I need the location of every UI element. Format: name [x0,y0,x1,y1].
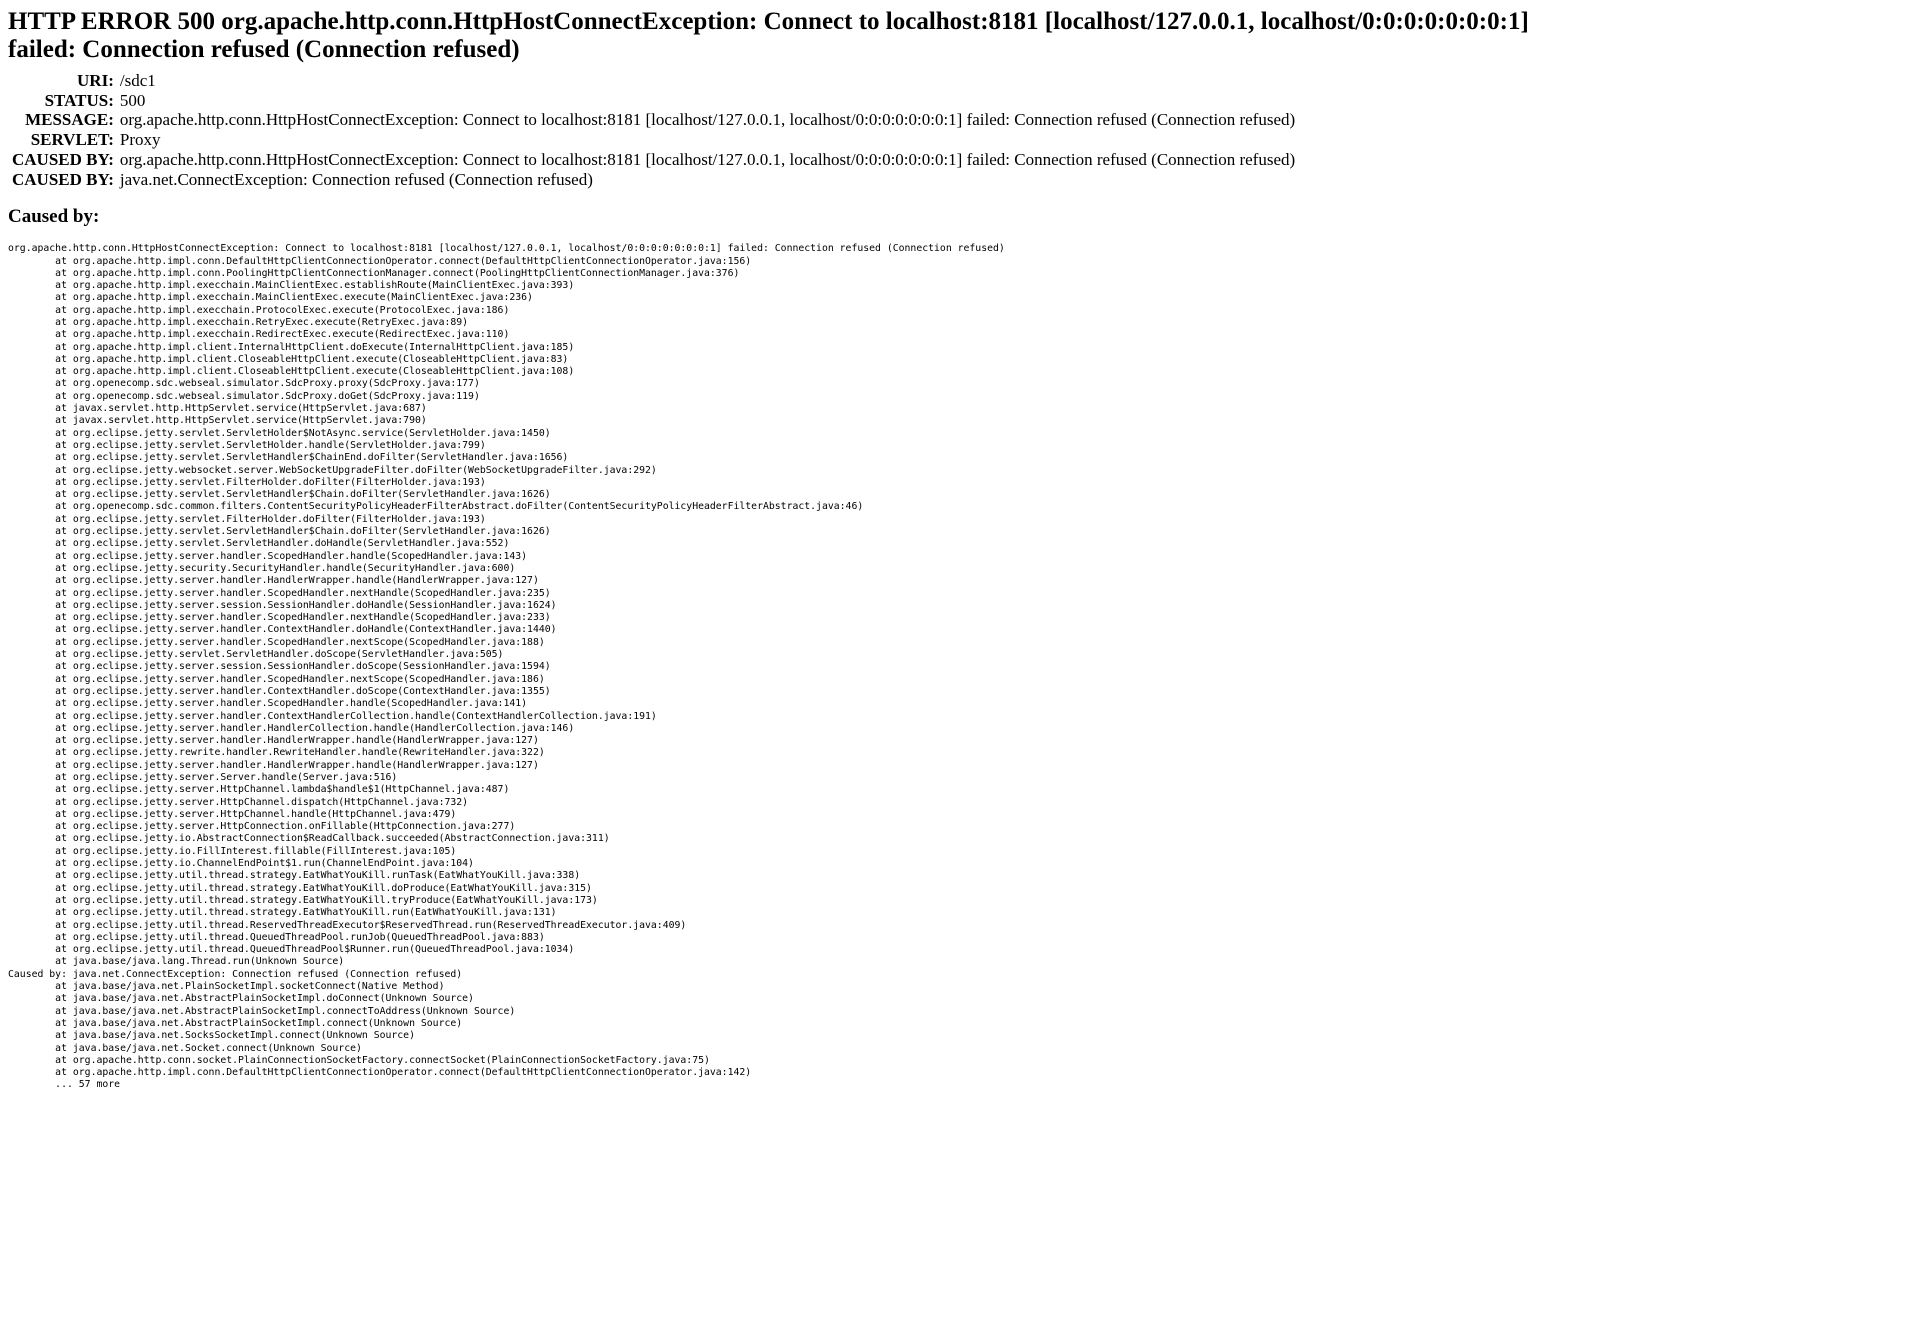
detail-value: /sdc1 [119,71,156,90]
detail-value: org.apache.http.conn.HttpHostConnectException: Connect to localhost:8181 [localhost/127.0.0.1, localhost/0:0:0:0:0:0:0:1] failed: Connection refused (Connection refused) [119,110,1296,130]
stacktrace-line: org.apache.http.conn.HttpHostConnectException: Connect to localhost:8181 [localhost/127.0.0.1, localhost/0:0:0:0:0:0:0:1] failed: Connection refused (Connection refused) [8,243,1005,255]
detail-row [10,131,1297,149]
stacktrace-line: at org.eclipse.jetty.server.handler.ScopedHandler.nextHandle(ScopedHandler.java:233) [8,612,551,624]
stacktrace-line: at org.apache.http.conn.socket.PlainConnectionSocketFactory.connectSocket(PlainConnectionSocketFactory.java:75) [8,1054,710,1066]
stacktrace-line: at org.eclipse.jetty.server.session.SessionHandler.doHandle(SessionHandler.java:1624) [8,599,557,611]
stacktrace-line: at org.eclipse.jetty.server.session.SessionHandler.doScope(SessionHandler.java:1594) [8,661,551,673]
stacktrace-line: at org.eclipse.jetty.server.handler.HandlerWrapper.handle(HandlerWrapper.java:127) [8,735,539,747]
stacktrace-line: at org.eclipse.jetty.util.thread.strategy.EatWhatYouKill.tryProduce(EatWhatYouKill.java:173) [8,894,598,906]
stacktrace-line: at org.apache.http.impl.execchain.RetryExec.execute(RetryExec.java:89) [8,317,469,328]
stacktrace-line: at java.base/java.net.AbstractPlainSocketImpl.connect(Unknown Source) [8,1017,463,1029]
detail-label: SERVLET: [30,130,114,150]
stacktrace-line: at org.eclipse.jetty.websocket.server.WebSocketUpgradeFilter.doFilter(WebSocketUpgradeFilter.java:292) [8,464,657,476]
detail-row [10,111,1297,129]
stacktrace-line: at org.eclipse.jetty.util.thread.strategy.EatWhatYouKill.doProduce(EatWhatYouKill.java:315) [8,882,592,894]
stacktrace-line: at org.eclipse.jetty.server.HttpConnection.onFillable(HttpConnection.java:277) [8,821,516,833]
detail-label: STATUS: [44,90,114,110]
detail-row [10,92,1297,110]
stacktrace-line: at org.eclipse.jetty.server.HttpChannel.dispatch(HttpChannel.java:732) [8,796,469,808]
stacktrace-line: at org.eclipse.jetty.servlet.ServletHandler$ChainEnd.doFilter(ServletHandler.java:1656) [8,452,569,464]
stacktrace-line: at org.eclipse.jetty.servlet.ServletHandler.doHandle(ServletHandler.java:552) [8,538,510,550]
stacktrace-line: at org.apache.http.impl.execchain.ProtocolExec.execute(ProtocolExec.java:186) [8,304,510,316]
stacktrace-line: at org.apache.http.impl.client.CloseableHttpClient.execute(CloseableHttpClient.java:83) [8,353,569,365]
stacktrace-line: at org.eclipse.jetty.server.handler.HandlerWrapper.handle(HandlerWrapper.java:127) [8,759,539,771]
stacktrace-line: at javax.servlet.http.HttpServlet.service(HttpServlet.java:687) [8,403,427,415]
stacktrace-line: at org.eclipse.jetty.servlet.ServletHandler.doScope(ServletHandler.java:505) [8,649,504,661]
stacktrace-line: at org.eclipse.jetty.server.handler.ContextHandler.doHandle(ContextHandler.java:1440) [8,624,557,636]
stacktrace-line: at org.eclipse.jetty.util.thread.strategy.EatWhatYouKill.runTask(EatWhatYouKill.java:338) [8,870,581,882]
stacktrace-line: at org.eclipse.jetty.server.handler.ScopedHandler.nextScope(ScopedHandler.java:188) [8,636,545,648]
stacktrace-line: at org.eclipse.jetty.util.thread.ReservedThreadExecutor$ReservedThread.run(ReservedThreadExecutor.java:409) [8,919,687,931]
detail-label: URI: [77,71,114,90]
stacktrace-line: at org.eclipse.jetty.io.ChannelEndPoint$1.run(ChannelEndPoint.java:104) [8,858,474,870]
stacktrace-line: at org.eclipse.jetty.servlet.ServletHolder$NotAsync.service(ServletHolder.java:1450) [8,427,551,439]
detail-label: CAUSED BY: [12,149,114,169]
detail-label: CAUSED BY: [12,169,114,189]
stacktrace-line: at org.eclipse.jetty.util.thread.QueuedThreadPool$Runner.run(QueuedThreadPool.java:1034) [8,944,575,956]
detail-row [10,151,1297,169]
stacktrace-line: ... 57 more [8,1079,121,1091]
stacktrace-line: at java.base/java.net.Socket.connect(Unknown Source) [8,1042,362,1054]
stacktrace-line: at org.eclipse.jetty.servlet.ServletHandler$Chain.doFilter(ServletHandler.java:1626) [8,489,551,501]
stacktrace-line: at org.eclipse.jetty.server.HttpChannel.handle(HttpChannel.java:479) [8,808,457,820]
error-details-rows [10,72,1297,188]
stacktrace-line: at org.openecomp.sdc.webseal.simulator.SdcProxy.doGet(SdcProxy.java:119) [8,390,480,402]
stacktrace-line: at org.apache.http.impl.conn.PoolingHttpClientConnectionManager.connect(PoolingHttpClientConnectionManager.java:376) [8,267,740,279]
stacktrace-line: at org.eclipse.jetty.server.handler.ScopedHandler.handle(ScopedHandler.java:141) [8,698,528,710]
stacktrace [8,243,1912,1091]
stacktrace-line: at java.base/java.net.AbstractPlainSocketImpl.doConnect(Unknown Source) [8,993,474,1005]
stacktrace-line: at org.eclipse.jetty.server.handler.HandlerCollection.handle(HandlerCollection.java:146) [8,722,575,734]
detail-row [10,72,1297,90]
detail-value: 500 [119,90,146,110]
stacktrace-line: at org.eclipse.jetty.util.thread.QueuedThreadPool.runJob(QueuedThreadPool.java:883) [8,931,545,943]
stacktrace-line: at org.eclipse.jetty.io.AbstractConnection$ReadCallback.succeeded(AbstractConnection.java:311) [8,833,610,845]
stacktrace-line: at org.eclipse.jetty.servlet.FilterHolder.doFilter(FilterHolder.java:193) [8,476,486,488]
error-details-table [8,70,1299,190]
stacktrace-line: at org.apache.http.impl.execchain.RedirectExec.execute(RedirectExec.java:110) [8,329,510,341]
stacktrace-line: at org.openecomp.sdc.webseal.simulator.SdcProxy.proxy(SdcProxy.java:177) [8,378,480,390]
detail-value: Proxy [119,130,161,150]
page-title: HTTP ERROR 500 org.apache.http.conn.HttpHostConnectException: Connect to localhost:8181 [localhost/127.0.0.1, localhost/0:0:0:0:0:0:0:1] failed: Connection refused (Connection refused) [8,8,1529,63]
stacktrace-line: at org.eclipse.jetty.security.SecurityHandler.handle(SecurityHandler.java:600) [8,562,516,574]
stacktrace-line: at org.eclipse.jetty.io.FillInterest.fillable(FillInterest.java:105) [8,845,457,857]
detail-label: MESSAGE: [25,110,114,130]
detail-value: org.apache.http.conn.HttpHostConnectException: Connect to localhost:8181 [localhost/127.0.0.1, localhost/0:0:0:0:0:0:0:1] failed: Connection refused (Connection refused) [119,149,1296,169]
stacktrace-line: at org.apache.http.impl.execchain.MainClientExec.execute(MainClientExec.java:236) [8,292,533,304]
stacktrace-line: at org.eclipse.jetty.server.Server.handle(Server.java:516) [8,771,398,783]
detail-row [10,171,1297,189]
stacktrace-line: at org.eclipse.jetty.servlet.ServletHandler$Chain.doFilter(ServletHandler.java:1626) [8,526,551,538]
stacktrace-line: at org.eclipse.jetty.server.handler.HandlerWrapper.handle(HandlerWrapper.java:127) [8,575,539,587]
stacktrace-line: at javax.servlet.http.HttpServlet.service(HttpServlet.java:790) [8,415,427,427]
stacktrace-line: at java.base/java.net.AbstractPlainSocketImpl.connectToAddress(Unknown Source) [8,1005,516,1017]
detail-value: java.net.ConnectException: Connection refused (Connection refused) [119,169,593,189]
stacktrace-line: at org.eclipse.jetty.server.handler.ContextHandler.doScope(ContextHandler.java:1355) [8,685,551,697]
stacktrace-line: at java.base/java.net.SocksSocketImpl.connect(Unknown Source) [8,1030,415,1042]
stacktrace-line: at org.apache.http.impl.client.InternalHttpClient.doExecute(InternalHttpClient.java:185) [8,341,575,353]
stacktrace-line: at org.eclipse.jetty.rewrite.handler.RewriteHandler.handle(RewriteHandler.java:322) [8,747,545,759]
stacktrace-line: at org.apache.http.impl.client.CloseableHttpClient.execute(CloseableHttpClient.java:108) [8,366,575,378]
stacktrace-line: at org.eclipse.jetty.server.handler.ScopedHandler.nextScope(ScopedHandler.java:186) [8,673,545,685]
stacktrace-line: at org.eclipse.jetty.servlet.FilterHolder.doFilter(FilterHolder.java:193) [8,513,486,525]
stacktrace-line: at org.apache.http.impl.conn.DefaultHttpClientConnectionOperator.connect(DefaultHttpClientConnectionOperator.java:156) [8,255,752,267]
stacktrace-line: at org.eclipse.jetty.server.handler.ContextHandlerCollection.handle(ContextHandlerCollection.java:191) [8,710,657,722]
stacktrace-line: at org.eclipse.jetty.server.handler.ScopedHandler.handle(ScopedHandler.java:143) [8,550,528,562]
stacktrace-line: at org.eclipse.jetty.servlet.ServletHolder.handle(ServletHolder.java:799) [8,439,486,451]
stacktrace-line: Caused by: java.net.ConnectException: Connection refused (Connection refused) [8,968,463,980]
caused-by-heading: Caused by: [8,206,100,228]
stacktrace-line: at org.eclipse.jetty.server.handler.ScopedHandler.nextHandle(ScopedHandler.java:235) [8,587,551,599]
stacktrace-line: at org.apache.http.impl.execchain.MainClientExec.establishRoute(MainClientExec.java:393) [8,280,575,292]
stacktrace-line: at java.base/java.lang.Thread.run(Unknown Source) [8,956,345,968]
stacktrace-line: at org.eclipse.jetty.server.HttpChannel.lambda$handle$1(HttpChannel.java:487) [8,784,510,796]
stacktrace-line: at org.apache.http.impl.conn.DefaultHttpClientConnectionOperator.connect(DefaultHttpClientConnectionOperator.java:142) [8,1067,752,1079]
stacktrace-line: at java.base/java.net.PlainSocketImpl.socketConnect(Native Method) [8,981,445,993]
stacktrace-line: at org.openecomp.sdc.common.filters.ContentSecurityPolicyHeaderFilterAbstract.doFilter(ContentSecurityPolicyHeaderFilterAbstract.java:46) [8,501,864,513]
stacktrace-line: at org.eclipse.jetty.util.thread.strategy.EatWhatYouKill.run(EatWhatYouKill.java:131) [8,907,557,919]
